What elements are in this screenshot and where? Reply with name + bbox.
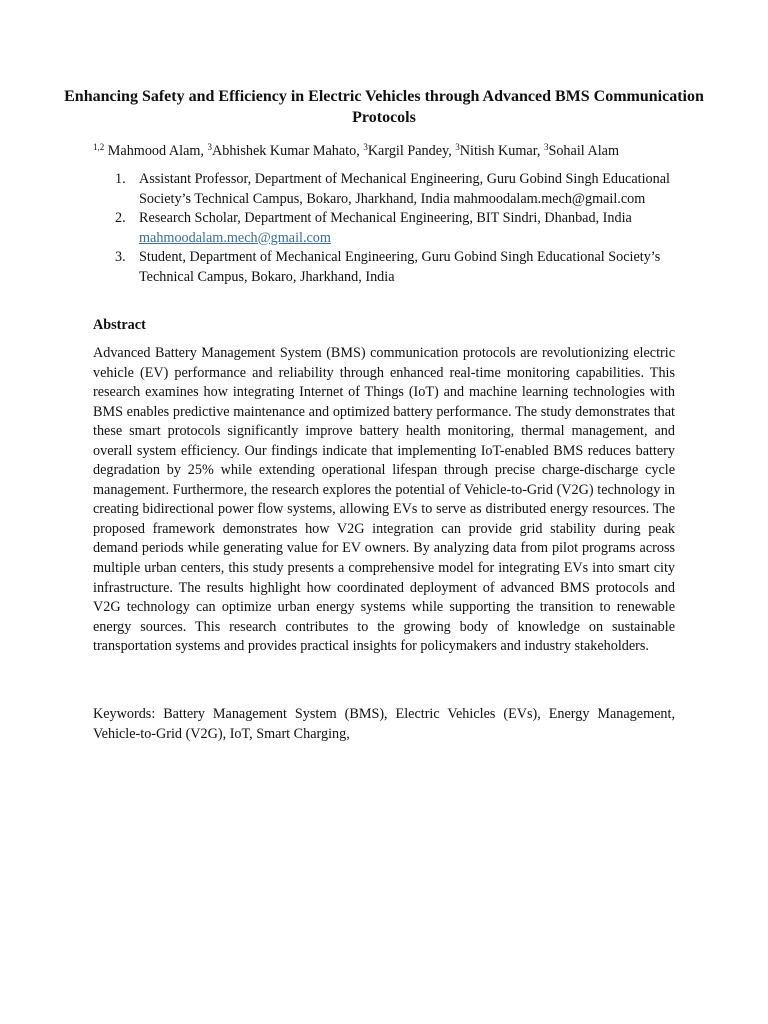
email-link[interactable]: mahmoodalam.mech@gmail.com (139, 229, 331, 246)
author-name: Nitish Kumar, (459, 143, 541, 159)
keywords: Keywords: Battery Management System (BMS), Electric Vehicles (EVs), Energy Management, Vehicle-to-Grid (V2G), IoT, Smart Charging, (93, 706, 675, 742)
affiliation-list (115, 170, 675, 287)
author-name: Sohail Alam (548, 143, 619, 159)
author-list (93, 142, 693, 161)
affiliation-text: Student, Department of Mechanical Engineering, Guru Gobind Singh Educational Society’s Technical Campus, Bokaro, Jharkhand, India (139, 249, 661, 285)
abstract-body: Advanced Battery Management System (BMS) communication protocols are revolutionizing electric vehicle (EV) performance and reliability through enhanced real-time monitoring capabilities. This research examines how integrating Internet of Things (IoT) and machine learning technologies with BMS enables predictive maintenance and optimized battery performance. The study demonstrates that these smart protocols significantly improve battery health monitoring, thermal management, and overall system efficiency. Our findings indicate that implementing IoT-enabled BMS reduces battery degradation by 25% while extending operational lifespan through precise charge-discharge cycle management. Furthermore, the research explores the potential of Vehicle-to-Grid (V2G) technology in creating bidirectional power flow systems, allowing EVs to serve as distributed energy resources. The proposed framework demonstrates how V2G integration can provide grid stability during peak demand periods while generating value for EV owners. By analyzing data from pilot programs across multiple urban centers, this study presents a comprehensive model for integrating EVs into smart city infrastructure. The results highlight how coordinated deployment of advanced BMS protocols and V2G technology can optimize urban energy systems while supporting the transition to renewable energy sources. This research contributes to the growing body of knowledge on sustainable transportation systems and provides practical insights for policymakers and industry stakeholders. (93, 345, 675, 655)
affiliation-item (115, 170, 675, 209)
author (208, 143, 360, 159)
author (93, 143, 204, 159)
author-name: Abhishek Kumar Mahato, (212, 143, 360, 159)
affiliation-number: 3. (115, 249, 126, 265)
paper-title: Enhancing Safety and Efficiency in Electric Vehicles through Advanced BMS Communication Protocols (64, 88, 704, 126)
author-affiliation-marker: 3 (543, 142, 549, 152)
author-affiliation-marker: 3 (207, 142, 212, 152)
abstract-heading: Abstract (93, 317, 146, 333)
author-name: Mahmood Alam, (107, 143, 204, 159)
author (455, 143, 540, 159)
affiliation-number: 1. (115, 171, 126, 187)
author-affiliation-marker: 3 (363, 142, 368, 152)
author-affiliation-marker: 1,2 (93, 142, 105, 152)
author (363, 143, 451, 159)
affiliation-number: 2. (115, 210, 126, 226)
affiliation-item (115, 209, 675, 248)
author-name: Kargil Pandey, (367, 143, 452, 159)
author (544, 143, 619, 159)
affiliation-text: Research Scholar, Department of Mechanical Engineering, BIT Sindri, Dhanbad, India (139, 210, 632, 226)
affiliation-item (115, 248, 675, 287)
affiliation-text: Assistant Professor, Department of Mechanical Engineering, Guru Gobind Singh Educational Society’s Technical Campus, Bokaro, Jharkhand, India mahmoodalam.mech@gmail.com (139, 171, 670, 207)
author-affiliation-marker: 3 (455, 142, 460, 152)
